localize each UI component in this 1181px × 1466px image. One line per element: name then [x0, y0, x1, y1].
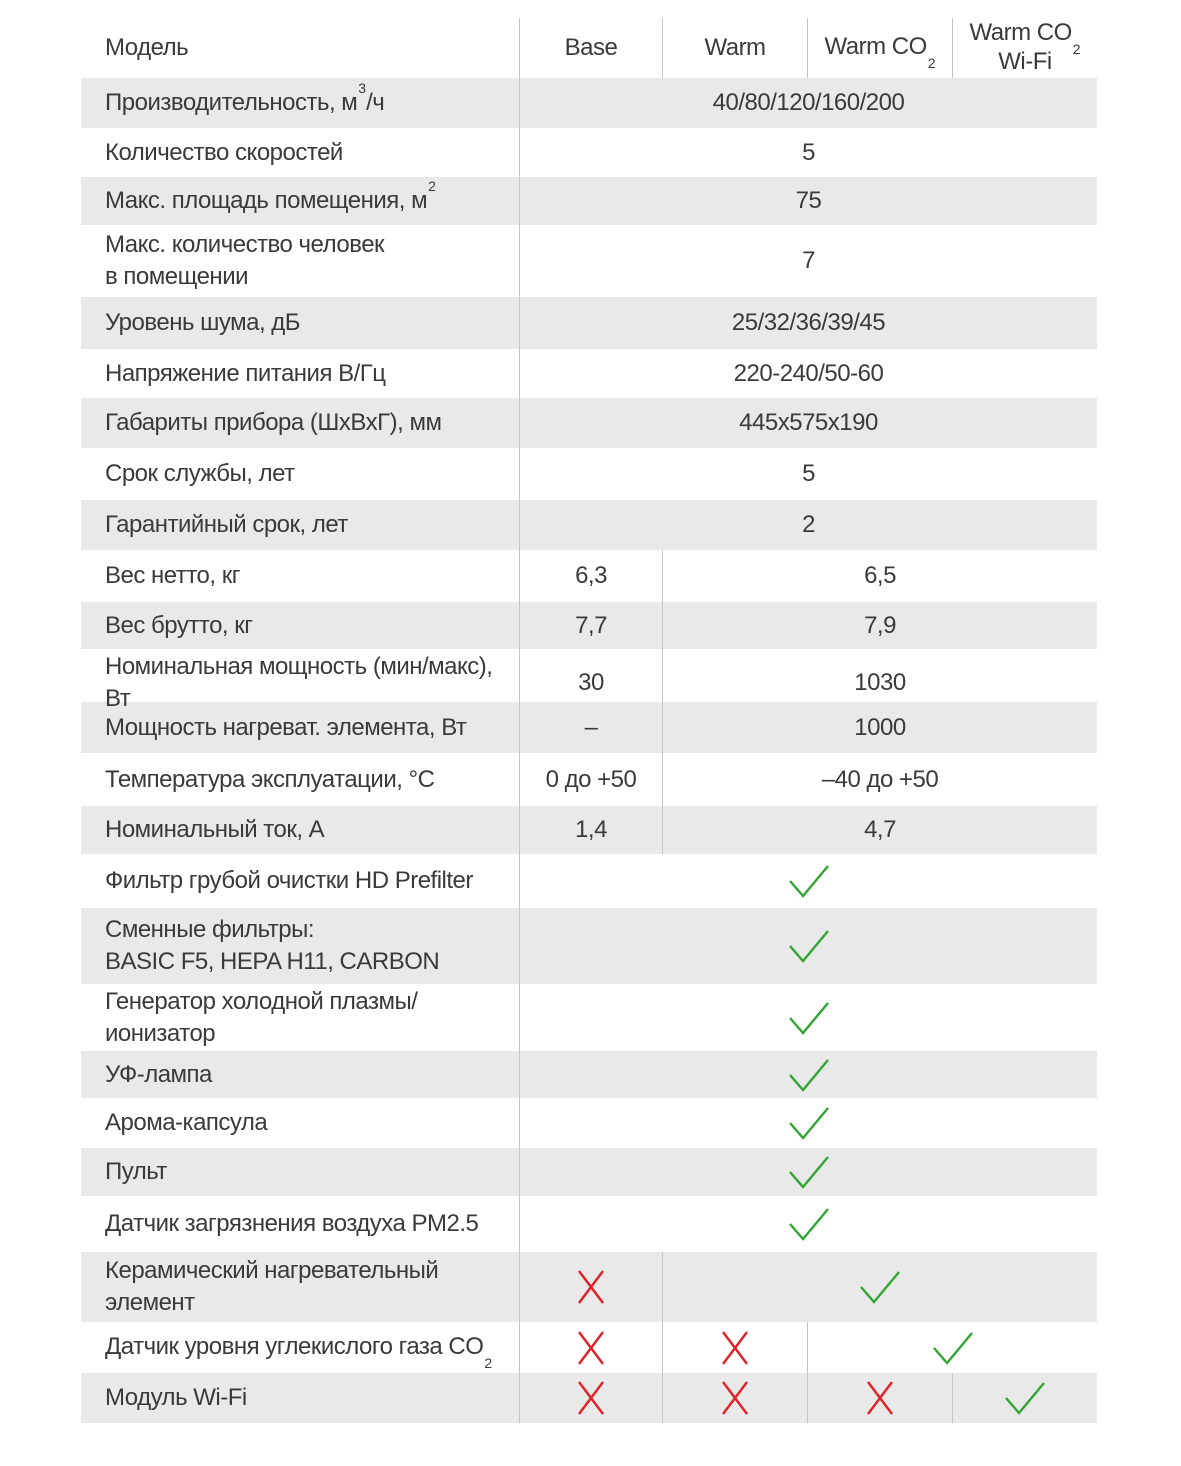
value-cell-base: 6,3	[575, 562, 607, 590]
value-cell-merged: 1030	[662, 649, 1097, 716]
value-cell	[520, 1148, 1097, 1196]
cross-icon	[720, 1329, 750, 1367]
header-warm-label: Warm	[704, 34, 766, 62]
row-label: Керамический нагревательный элемент	[81, 1252, 520, 1322]
value-cell-warm	[662, 1322, 807, 1373]
check-icon	[787, 1105, 831, 1141]
header-model-label: Модель	[105, 34, 189, 62]
check-icon	[1003, 1380, 1047, 1416]
row-label: Датчик загрязнения воздуха PM2.5	[81, 1196, 520, 1252]
row-prefilter	[81, 854, 1097, 908]
value-cell-merged	[662, 1252, 1097, 1322]
value-cell	[520, 984, 1097, 1051]
row-label: Датчик уровня углекислого газа $CO_2$	[81, 1322, 520, 1373]
value-cell: 445x575x190	[739, 409, 878, 437]
row-label: Арома-капсула	[81, 1098, 520, 1148]
row-performance	[81, 78, 1097, 128]
row-label: Макс. количество человек в помещении	[81, 225, 520, 297]
header-col-base	[520, 18, 662, 78]
row-label: Пульт	[81, 1148, 520, 1196]
row-label: Напряжение питания В/Гц	[81, 349, 520, 398]
row-label: Номинальный ток, А	[81, 806, 520, 854]
row-label: Вес нетто, кг	[81, 550, 520, 602]
row-co2-sensor	[81, 1322, 1097, 1373]
row-net-weight	[81, 550, 1097, 602]
value-cell: 5	[802, 138, 815, 166]
check-icon	[787, 928, 831, 964]
value-cell-base: 7,7	[575, 611, 607, 639]
value-cell-base: 0 до +50	[545, 765, 637, 793]
row-aroma-capsule	[81, 1098, 1097, 1148]
header-warm-co2-wifi-label: Warm $CO_2$ Wi-Fi	[969, 18, 1081, 76]
value-cell-merged: 6,5	[662, 550, 1097, 602]
row-rated-power	[81, 649, 1097, 712]
value-cell-base: –	[584, 713, 598, 741]
header-base-label: Base	[564, 34, 618, 62]
row-pm25-sensor	[81, 1196, 1097, 1252]
value-cell: 7	[802, 247, 815, 275]
row-label: Модуль Wi-Fi	[81, 1373, 520, 1423]
value-cell: 25/32/36/39/45	[731, 309, 886, 337]
value-cell	[520, 854, 1097, 908]
value-cell: 220-240/50-60	[733, 359, 884, 387]
value-cell-merged: 7,9	[662, 602, 1097, 649]
row-gross-weight	[81, 602, 1097, 649]
check-icon	[787, 1154, 831, 1190]
value-cell-base: 1,4	[575, 816, 607, 844]
row-remote-control	[81, 1148, 1097, 1196]
row-label: Генератор холодной плазмы/ ионизатор	[81, 984, 520, 1051]
row-label: Номинальная мощность (мин/макс), Вт	[81, 649, 520, 716]
header-col-warm	[662, 18, 807, 78]
value-cell-merged: –40 до +50	[662, 753, 1097, 806]
value-cell-merged	[807, 1322, 1097, 1373]
row-speeds	[81, 128, 1097, 177]
check-icon	[787, 863, 831, 899]
value-cell-merged: 4,7	[662, 806, 1097, 854]
row-label: Гарантийный срок, лет	[81, 500, 520, 550]
value-cell: 2	[802, 511, 815, 539]
row-label: Макс. площадь помещения, $м^2$	[81, 177, 520, 225]
row-ceramic-heater	[81, 1252, 1097, 1322]
value-cell	[520, 908, 1097, 984]
row-label: Температура эксплуатации, °С	[81, 753, 520, 806]
value-cell-base	[520, 1252, 662, 1322]
value-cell-base	[520, 1373, 662, 1423]
check-icon	[787, 1057, 831, 1093]
value-cell: 75	[795, 187, 822, 215]
header-model	[81, 18, 520, 78]
table-header-row	[81, 18, 1097, 78]
value-cell	[520, 1098, 1097, 1148]
value-cell-wifi	[952, 1373, 1097, 1423]
value-cell-warm-co2	[807, 1373, 952, 1423]
value-cell-base	[520, 1322, 662, 1373]
value-cell: 40/80/120/160/200	[712, 89, 905, 117]
row-noise	[81, 297, 1097, 349]
check-icon	[787, 1206, 831, 1242]
row-heater-power	[81, 702, 1097, 753]
cross-icon	[576, 1379, 606, 1417]
row-label: Вес брутто, кг	[81, 602, 520, 649]
value-cell-base: 30	[578, 668, 604, 696]
header-col-warm-co2	[807, 18, 952, 78]
spec-table	[81, 18, 1097, 1423]
header-col-warm-co2-wifi	[952, 18, 1097, 78]
row-voltage	[81, 349, 1097, 398]
row-label: Производительность, $м^3/ч$	[81, 78, 520, 128]
row-plasma-generator	[81, 984, 1097, 1051]
value-cell-merged: 1000	[662, 702, 1097, 753]
row-label: Мощность нагреват. элемента, Вт	[81, 702, 520, 753]
row-label: Уровень шума, дБ	[81, 297, 520, 349]
row-label: Фильтр грубой очистки HD Prefilter	[81, 854, 520, 908]
row-uv-lamp	[81, 1051, 1097, 1098]
row-rated-current	[81, 806, 1097, 854]
cross-icon	[865, 1379, 895, 1417]
row-warranty	[81, 500, 1097, 550]
check-icon	[931, 1330, 975, 1366]
row-service-life	[81, 448, 1097, 500]
check-icon	[787, 1000, 831, 1036]
header-warm-co2-label: Warm $CO_2$	[824, 33, 936, 72]
row-label: УФ-лампа	[81, 1051, 520, 1098]
row-label: Сменные фильтры: BASIC F5, HEPA H11, CARBON	[81, 908, 520, 984]
value-cell	[520, 1051, 1097, 1098]
row-label: Срок службы, лет	[81, 448, 520, 500]
row-label: Габариты прибора (ШхВхГ), мм	[81, 398, 520, 448]
cross-icon	[720, 1379, 750, 1417]
row-dimensions	[81, 398, 1097, 448]
cross-icon	[576, 1268, 606, 1306]
row-max-area	[81, 177, 1097, 225]
check-icon	[858, 1269, 902, 1305]
row-wifi-module	[81, 1373, 1097, 1423]
row-replaceable-filters	[81, 908, 1097, 984]
row-operating-temp	[81, 753, 1097, 806]
value-cell: 5	[802, 460, 815, 488]
value-cell	[520, 1196, 1097, 1252]
row-max-people	[81, 225, 1097, 297]
cross-icon	[576, 1329, 606, 1367]
row-label: Количество скоростей	[81, 128, 520, 177]
value-cell-warm	[662, 1373, 807, 1423]
